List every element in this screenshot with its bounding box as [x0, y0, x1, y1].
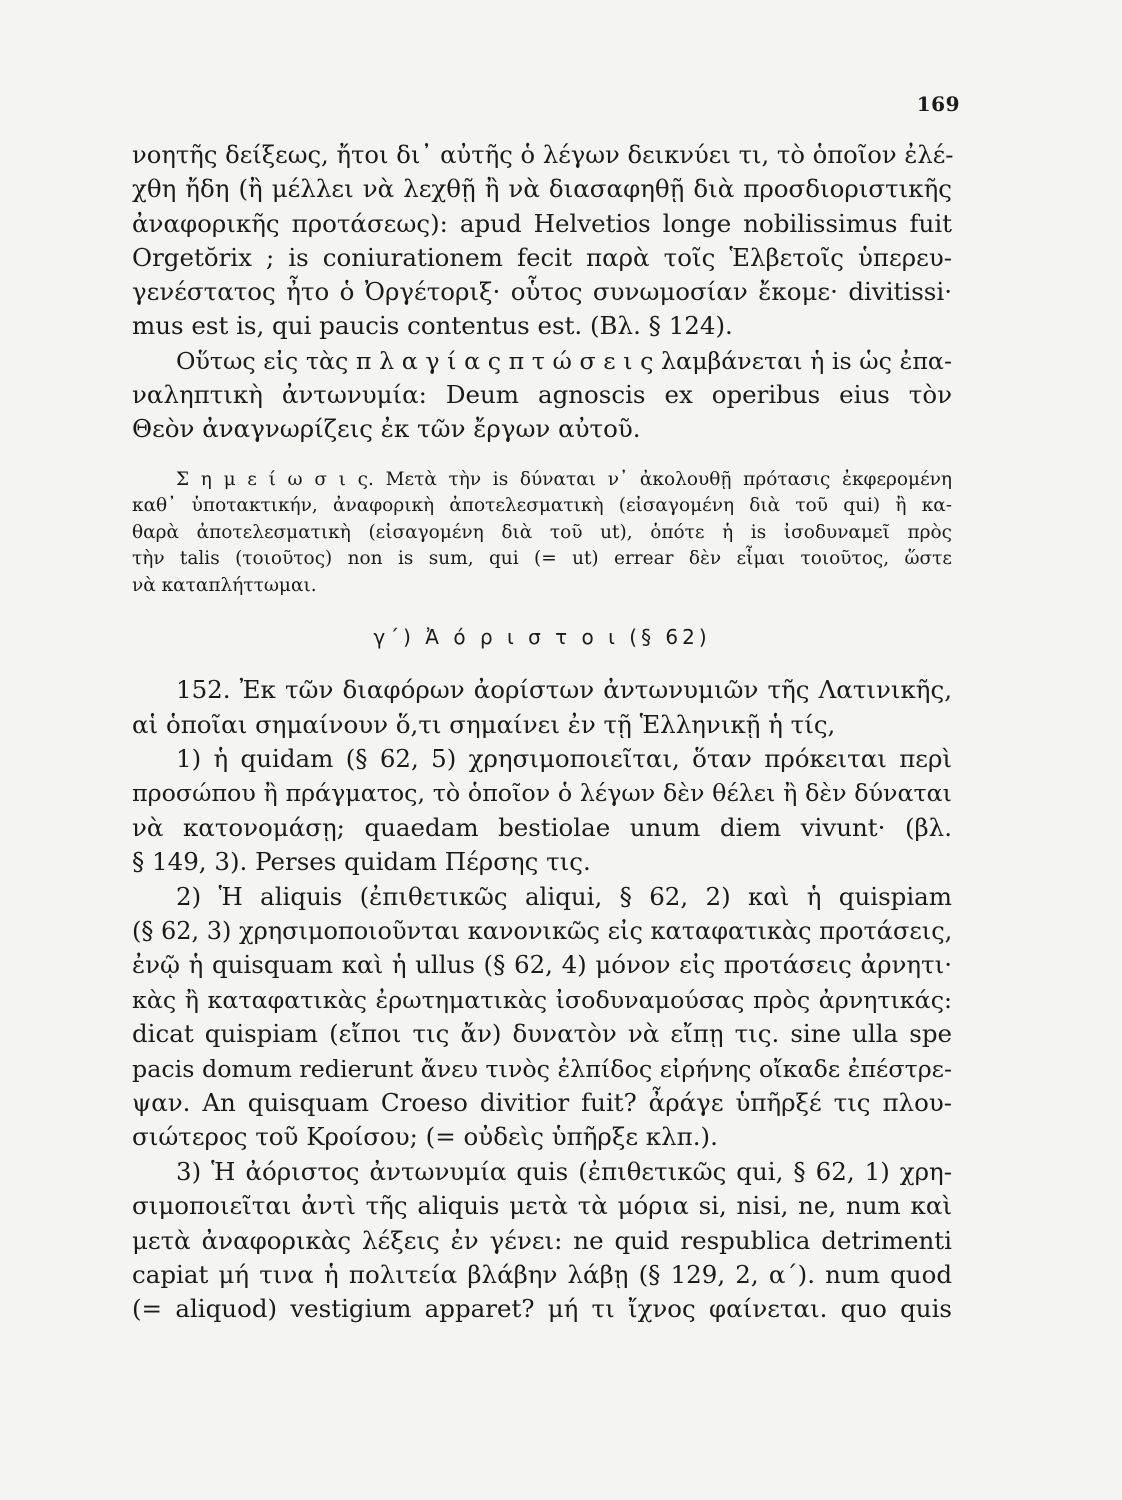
paragraph-152 [132, 673, 952, 1327]
text-line: 1) ἡ quidam (§ 62, 5) χρησιμοποιεῖται, ὅταν πρόκειται περὶ [176, 743, 952, 773]
text-line: νὰ κατονομάσῃ; quaedam bestiolae unum diem vivunt· (βλ. [132, 812, 952, 842]
note-line: θαρὰ ἀποτελεσματικὴ (εἰσαγομένη διὰ τοῦ ut), ὁπότε ἡ is ἰσοδυναμεῖ πρὸς [132, 521, 952, 543]
paragraph-2 [132, 344, 952, 447]
note-line: νὰ καταπλήττωμαι. [132, 574, 317, 596]
text-line: προσώπου ἢ πράγματος, τὸ ὁποῖον ὁ λέγων δὲν θέλει ἢ δὲν δύναται [132, 779, 952, 808]
text-line: pacis domum redierunt ἄνευ τινὸς ἐλπίδος εἰρήνης οἴκαδε ἐπέστρε- [132, 1054, 952, 1083]
text-line: σιμοποιεῖται ἀντὶ τῆς aliquis μετὰ τὰ μόρια si, nisi, ne, num καὶ [132, 1191, 952, 1221]
text-line: ἀναφορικῆς προτάσεως): apud Helvetios longe nobilissimus fuit [132, 208, 952, 238]
text-line: Orgetŏrix ; is coniurationem fecit παρὰ τοῖς Ἑλβετοῖς ὑπερευ- [132, 242, 952, 272]
text-line: capiat μή τινα ἡ πολιτεία βλάβην λάβῃ (§ 129, 2, α´). num quod [132, 1260, 952, 1290]
text-line: κὰς ἢ καταφατικὰς ἐρωτηματικὰς ἰσοδυναμούσας πρὸς ἀρνητικάς: [132, 985, 952, 1014]
text-line: γενέστατος ἦτο ὁ Ὀργέτοριξ· οὗτος συνωμοσίαν ἔκομε· divitissi· [132, 277, 952, 307]
text-line: (= aliquod) vestigium apparet? μή τι ἴχνος φαίνεται. quo quis [132, 1294, 952, 1324]
text-line: Θεὸν ἀναγνωρίζεις ἐκ τῶν ἔργων αὐτοῦ. [132, 414, 641, 444]
text-line: νοητῆς δείξεως, ἤτοι δι᾽ αὐτῆς ὁ λέγων δεικνύει τι, τὸ ὁποῖον ἐλέ- [132, 140, 954, 169]
body-text [132, 138, 952, 1327]
note-line: τὴν talis (τοιοῦτος) non is sum, qui (= ut) errear δὲν εἶμαι τοιοῦτος, ὥστε [132, 548, 952, 570]
paragraph-1 [132, 138, 952, 344]
text-line: 152. Ἐκ τῶν διαφόρων ἀορίστων ἀντωνυμιῶν τῆς Λατινικῆς, [176, 675, 952, 705]
page-number: 169 [916, 92, 960, 116]
note-line: Σ η μ ε ί ω σ ι ς. Μετὰ τὴν is δύναται ν᾽ ἀκολουθῇ πρότασις ἐκφερομένη [176, 468, 952, 490]
text-line: 3) Ἡ ἀόριστος ἀντωνυμία quis (ἐπιθετικῶς qui, § 62, 1) χρη- [176, 1156, 952, 1186]
note-line: καθ᾽ ὑποτακτικήν, ἀναφορικὴ ἀποτελεσματικὴ (εἰσαγομένη διὰ τοῦ qui) ἢ κα- [132, 495, 952, 517]
text-line: Οὕτως εἰς τὰς π λ α γ ί α ς π τ ώ σ ε ι ς λαμβάνεται ἡ is ὡς ἐπα- [176, 346, 952, 375]
text-line: dicat quispiam (εἴποι τις ἄν) δυνατὸν νὰ εἴπῃ τις. sine ulla spe [132, 1019, 952, 1049]
text-line: ἐνῷ ἡ quisquam καὶ ἡ ullus (§ 62, 4) μόνον εἰς προτάσεις ἀρνητι· [132, 950, 952, 980]
text-line: mus est is, qui paucis contentus est. (Βλ. § 124). [132, 311, 733, 341]
text-line: χθη ἤδη (ἢ μέλλει νὰ λεχθῇ ἢ νὰ διασαφηθῇ διὰ προσδιοριστικῆς [132, 174, 952, 204]
section-heading: γ´) Ἀ ό ρ ι σ τ ο ι (§ 62) [373, 625, 711, 650]
note-block [132, 467, 952, 600]
text-line: (§ 62, 3) χρησιμοποιοῦνται κανονικῶς εἰς καταφατικὰς προτάσεις, [132, 917, 953, 946]
text-line: § 149, 3). Perses quidam Πέρσης τις. [132, 847, 591, 877]
text-line: αἱ ὁποῖαι σημαίνουν ὅ,τι σημαίνει ἐν τῇ Ἑλληνικῇ ἡ τίς, [132, 709, 836, 739]
text-line: 2) Ἡ aliquis (ἐπιθετικῶς aliqui, § 62, 2) καὶ ἡ quispiam [176, 881, 952, 911]
text-line: σιώτερος τοῦ Κροίσου; (= οὐδεὶς ὑπῆρξε κλπ.). [132, 1122, 718, 1152]
text-line: ναληπτικὴ ἀντωνυμία: Deum agnoscis ex operibus eius τὸν [132, 380, 952, 410]
text-line: μετὰ ἀναφορικὰς λέξεις ἐν γένει: ne quid respublica detrimenti [132, 1225, 952, 1255]
text-line: ψαν. An quisquam Croeso divitior fuit? ἆράγε ὑπῆρξέ τις πλου- [132, 1088, 952, 1118]
